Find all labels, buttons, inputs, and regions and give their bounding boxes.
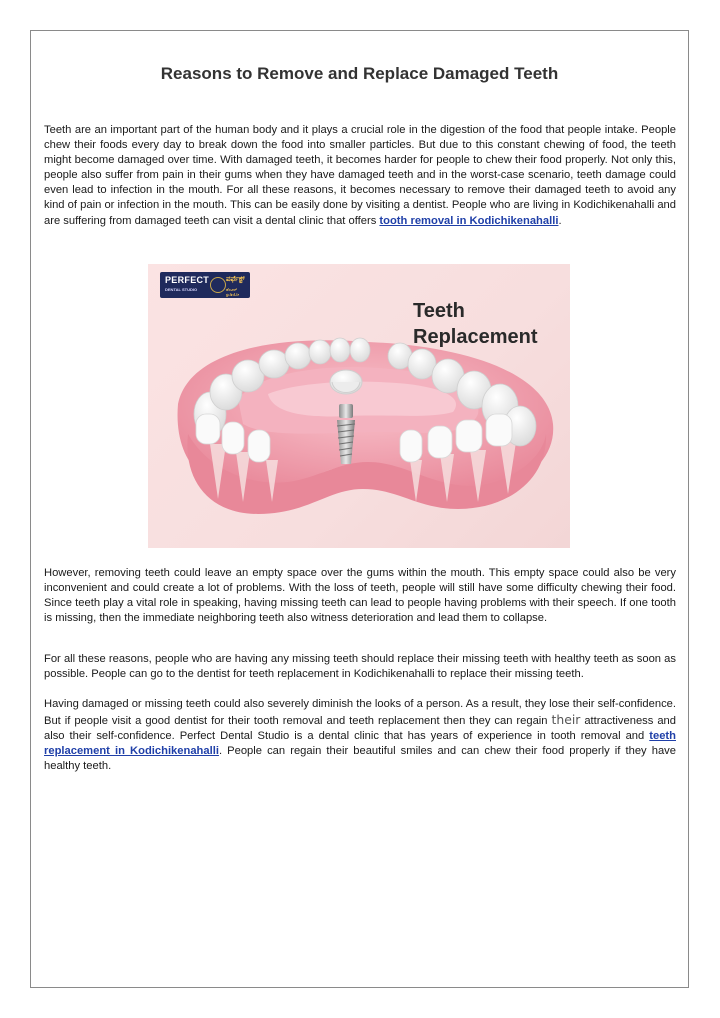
paragraph-confidence-start: Having damaged or missing teeth could also severely diminish the looks of a person. As a result, they lose their self-confidence. But if people visit a good dentist for their tooth removal and teeth replacement then they can regain [44, 698, 676, 728]
paragraph-confidence-mid: attractiveness and also their self-confidence. Perfect Dental Studio is a dental clinic that has years of experience in tooth removal and [44, 715, 676, 743]
clinic-logo [160, 272, 250, 298]
paragraph-intro-text: Teeth are an important part of the human body and it plays a crucial role in the digestion of the food that people intake. People chew their foods every day to break down the food into smaller particles. But due to this constant chewing of food, the teeth might become damaged over time. With damaged teeth, it becomes harder for people to chew their food properly. Not only this, people also suffer from pain in their gums when they have damaged teeth and in the worst-case scenario, teeth damage could even lead to infection in the mouth. For all these reasons, it becomes necessary to remove their damaged teeth to avoid any kind of pain or infection in the mouth. This can be easily done by visiting a dentist. People who are living in Kodichikenahalli and are suffering from damaged teeth can visit a dental clinic that offers [44, 124, 676, 227]
figure-heading-line1: Teeth [413, 300, 465, 322]
logo-kannada-name: ಪರ್ಫೆಕ್ಟ್ [226, 276, 245, 283]
paragraph-confidence-their: their [551, 712, 581, 728]
paragraph-intro-end: . [558, 214, 562, 227]
teeth-replacement-image [148, 264, 570, 548]
paragraph-intro [44, 123, 676, 229]
paragraph-replace: For all these reasons, people who are having any missing teeth should replace their missing teeth with healthy teeth as soon as possible. People can go to the dentist for teeth replacement in Kodichikenahalli to replace their missing teeth. [44, 653, 676, 681]
figure-heading [413, 298, 538, 350]
logo-name: PERFECT [165, 275, 210, 285]
logo-kannada-subtitle: ಡೆಂಟಲ್ ಸ್ಟುಡಿಯೋ [226, 287, 240, 297]
paragraph-confidence-end: . People can regain their beautiful smiles and can chew their food properly if they have healthy teeth. [44, 745, 676, 773]
document-title: Reasons to Remove and Replace Damaged Teeth [160, 64, 559, 83]
logo-subtitle: DENTAL STUDIO [165, 287, 198, 292]
logo-seal-icon [210, 277, 226, 293]
figure-heading-line2: Replacement [413, 326, 538, 348]
tooth-removal-link[interactable]: tooth removal in Kodichikenahalli [379, 214, 559, 227]
paragraph-confidence [44, 697, 676, 774]
paragraph-missing-teeth: However, removing teeth could leave an empty space over the gums within the mouth. This empty space could also be very inconvenient and could create a lot of problems. With the loss of teeth, people will still have some difficulty chewing their food. Since teeth play a vital role in speaking, having missing teeth can lead to people having problems with their speech. If one tooth is missing, then the immediate neighboring teeth also witness deterioration and lead them to collapse. [44, 567, 676, 625]
teeth-replacement-link[interactable]: teeth replacement in Kodichikenahalli [44, 730, 676, 758]
